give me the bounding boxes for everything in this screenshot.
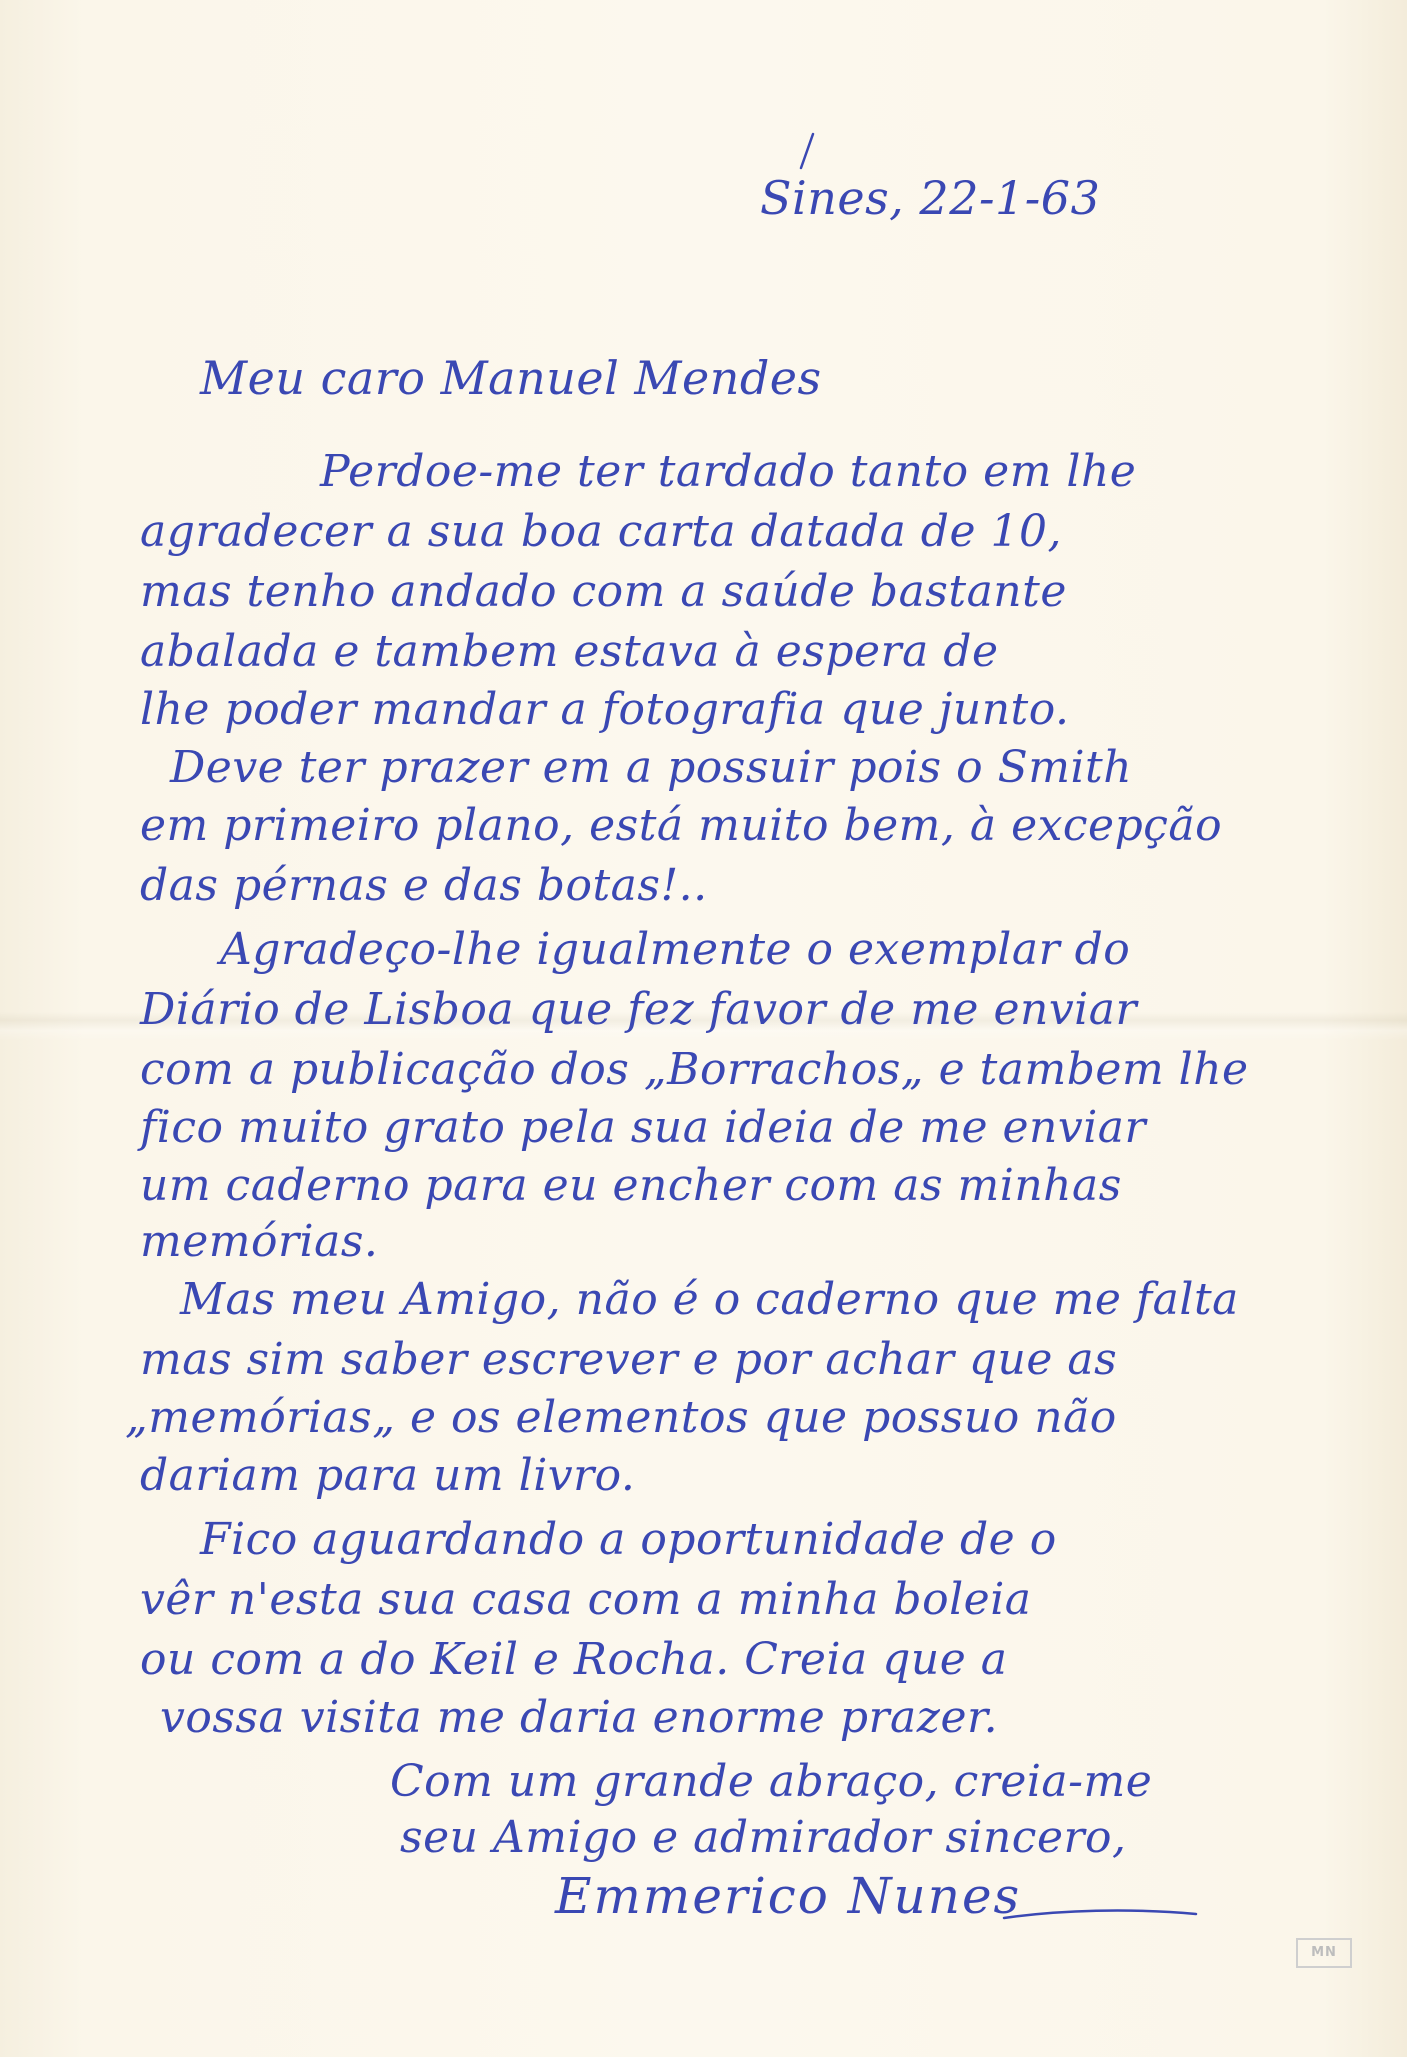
- accent-mark: [795, 132, 817, 172]
- body-line: mas tenho andado com a saúde bastante: [140, 566, 1067, 617]
- closing-line: seu Amigo e admirador sincero,: [400, 1812, 1127, 1863]
- body-line: das pérnas e das botas!..: [140, 860, 708, 911]
- body-line: mas sim saber escrever e por achar que as: [140, 1334, 1118, 1385]
- body-line: em primeiro plano, está muito bem, à excepção: [140, 800, 1223, 851]
- body-line: Perdoe-me ter tardado tanto em lhe: [320, 446, 1137, 497]
- body-line: memórias.: [140, 1216, 379, 1267]
- body-line: vossa visita me daria enorme prazer.: [160, 1692, 999, 1743]
- body-line: vêr n'esta sua casa com a minha boleia: [140, 1574, 1032, 1625]
- body-line: Agradeço-lhe igualmente o exemplar do: [220, 924, 1131, 975]
- body-line: dariam para um livro.: [140, 1450, 636, 1501]
- body-line: „memórias„ e os elementos que possuo não: [125, 1392, 1117, 1443]
- body-line: Diário de Lisboa que fez favor de me enviar: [140, 984, 1138, 1035]
- body-line: agradecer a sua boa carta datada de 10,: [140, 506, 1062, 557]
- body-line: fico muito grato pela sua ideia de me enviar: [140, 1102, 1147, 1153]
- body-line: lhe poder mandar a fotografia que junto.: [140, 684, 1070, 735]
- letter-date: Sines, 22-1-63: [760, 171, 1101, 225]
- closing-line: Com um grande abraço, creia-me: [390, 1756, 1153, 1807]
- body-line: com a publicação dos „Borrachos„ e tambem lhe: [140, 1044, 1249, 1095]
- body-line: Mas meu Amigo, não é o caderno que me falta: [180, 1274, 1239, 1325]
- body-line: abalada e tambem estava à espera de: [140, 626, 999, 677]
- body-line: ou com a do Keil e Rocha. Creia que a: [140, 1634, 1008, 1685]
- body-line: Deve ter prazer em a possuir pois o Smith: [170, 742, 1133, 793]
- signature: Emmerico Nunes: [555, 1867, 1022, 1925]
- body-line: um caderno para eu encher com as minhas: [140, 1160, 1122, 1211]
- archive-stamp: MN: [1296, 1938, 1352, 1968]
- body-line: Fico aguardando a oportunidade de o: [200, 1514, 1057, 1565]
- signature-flourish: [1000, 1900, 1200, 1930]
- letter-salutation: Meu caro Manuel Mendes: [200, 351, 822, 405]
